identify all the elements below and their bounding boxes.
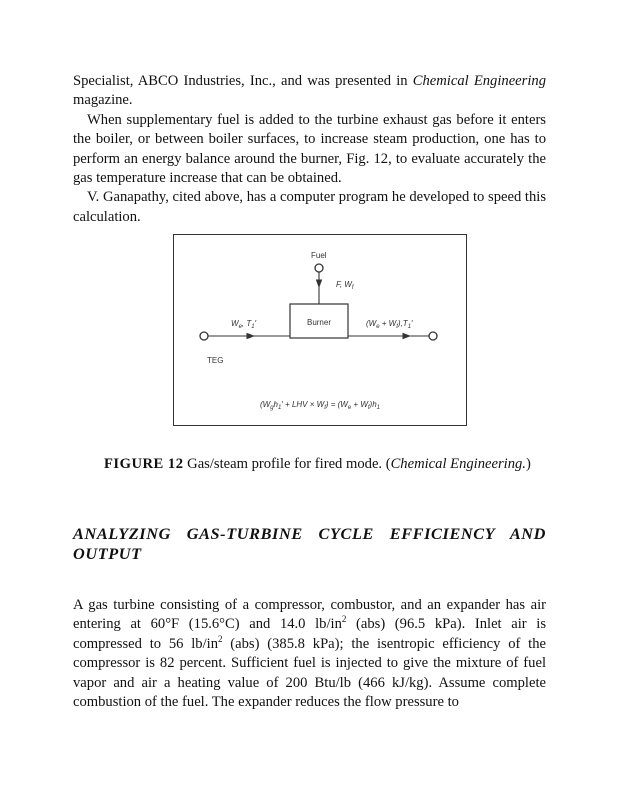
body-section <box>73 596 546 712</box>
fuel-label: Fuel <box>311 251 327 260</box>
figure-caption <box>104 455 546 474</box>
intro-section <box>73 72 546 227</box>
outlet-node <box>429 332 437 340</box>
caption-source: Chemical Engineering. <box>390 456 526 472</box>
intro-paragraph-3: V. Ganapathy, cited above, has a computer program he developed to speed this calculation. <box>73 189 546 225</box>
fuel-node <box>315 264 323 272</box>
intro-text: Specialist, ABCO Industries, Inc., and was presented in <box>73 73 413 89</box>
energy-balance-equation: ($W_gh_1'$ + LHV × $W_f) = (W_e + W_f)h_1$ <box>259 400 381 411</box>
outlet-label: $(W_e + W_f),T_1'$ <box>366 319 413 330</box>
intro-paragraph-1 <box>73 72 546 111</box>
caption-text: Gas/steam profile for fired mode. ( <box>183 456 391 472</box>
intro-paragraph-2: When supplementary fuel is added to the turbine exhaust gas before it enters the boiler, or between boiler surfaces, to increase steam production, one has to perform an energy balance around the burner, Fig. 12, to evaluate accurately the gas temperature increase that can be obtained. <box>73 111 546 187</box>
section-heading: ANALYZING GAS-TURBINE CYCLE EFFICIENCY AND OUTPUT <box>73 524 546 563</box>
teg-label: TEG <box>207 356 224 365</box>
inlet-node <box>200 332 208 340</box>
caption-close: ) <box>525 456 531 472</box>
journal-name: Chemical Engineering <box>412 73 546 89</box>
burner-diagram <box>174 235 466 425</box>
body-paragraph: A gas turbine consisting of a compressor, combustor, and an expander has air entering at 60°F (15.6°C) and 14.0 $lb/in^2$ (abs) (96.5 kPa). Inlet air is compressed to 56 $lb/in^2$ (abs) (385.8 kPa); the isentropic efficiency of the compressor is 82 percent. Sufficient fuel is injected to give the mixture of fuel vapor and air a heating value of 200 Btu/lb (466 kJ/kg). Assume complete combustion of the fuel. The expander reduces the flow pressure to <box>73 597 546 711</box>
fuel-flow-label: F, $W_f$ <box>336 280 354 291</box>
burner-label: Burner <box>306 318 332 327</box>
figure-label: FIGURE 12 <box>104 456 184 472</box>
intro-text-end: magazine. <box>73 92 133 109</box>
inlet-label: $W_e$, $T_1'$ <box>231 319 257 330</box>
figure-12-diagram <box>173 234 467 426</box>
